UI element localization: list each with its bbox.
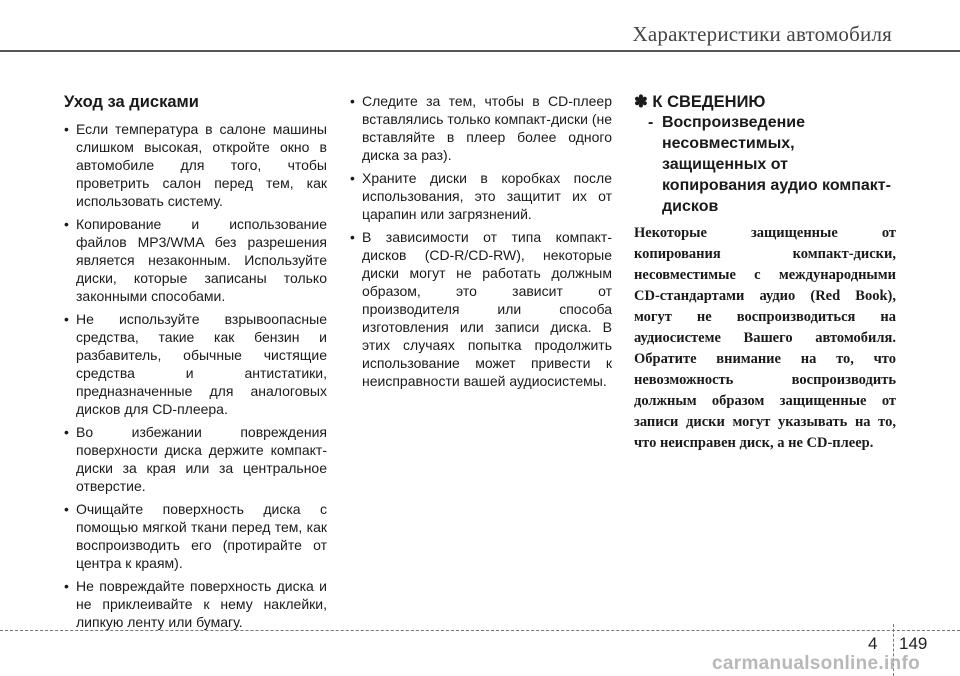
list-item: • Следите за тем, чтобы в CD-плеер вставлялись только компакт-диски (не вставляйте в плеер более одного диска за раз).	[350, 92, 612, 164]
notice-title: ✽ К СВЕДЕНИЮ	[634, 93, 766, 111]
dash-marker: -	[648, 114, 654, 131]
list-item: • Копирование и использование файлов MP3/WMA без разрешения является незаконным. Используйте диски, которые записаны только законными способами.	[64, 215, 327, 305]
column-notice	[634, 92, 896, 454]
notice-subtitle-text: Воспроизведение несовместимых, защищенных от копирования аудио компакт-дисков	[662, 114, 891, 215]
list-item: • В зависимости от типа компакт-дисков (CD-R/CD-RW), некоторые диски могут не работать должным образом, это зависит от производителя или способа изготовления или записи диска. В этих случаях попытка продолжить использование может привести к неисправности вашей аудиосистемы.	[350, 228, 612, 390]
footer-divider	[0, 630, 960, 631]
list-item: • Во избежании повреждения поверхности диска держите компакт-диски за края или за центральное отверстие.	[64, 423, 327, 495]
disc-care-list	[64, 120, 327, 631]
list-item: • Не повреждайте поверхность диска и не приклеивайте к нему наклейки, липкую ленту или бумагу.	[64, 577, 327, 631]
list-item: • Храните диски в коробках после использования, это защитит их от царапин или загрязнений.	[350, 169, 612, 223]
column-disc-care	[64, 92, 327, 636]
chapter-number: 4	[868, 634, 878, 653]
page-header-title: Характеристики автомобиля	[632, 22, 892, 46]
notice-body: Некоторые защищенные от копирования компакт-диски, несовместимые с международными CD-стандартами аудио (Red Book), могут не воспроизводиться на аудиосистеме Вашего автомобиля. Обратите внимание на то, что невозможность воспроизводить должным образом защищенные от записи диски могут указывать на то, что неисправен диск, а не CD-плеер.	[634, 225, 896, 451]
watermark: carmanualsonline.info	[712, 653, 920, 674]
list-item: • Не используйте взрывоопасные средства, такие как бензин и разбавитель, обычные чистящие средства и антистатики, предназначенные для аналоговых дисков для CD-плеера.	[64, 310, 327, 418]
disc-care-list-continued	[350, 92, 612, 390]
notice-subtitle	[634, 112, 896, 217]
header-divider	[0, 50, 960, 52]
list-item: • Если температура в салоне машины слишком высокая, откройте окно в автомобиле для того, чтобы проветрить салон перед тем, как использовать систему.	[64, 120, 327, 210]
column-disc-care-continued	[350, 92, 612, 395]
section-title: Уход за дисками	[64, 93, 199, 111]
list-item: • Очищайте поверхность диска с помощью мягкой ткани перед тем, как воспроизводить его (протирайте от центра к краям).	[64, 500, 327, 572]
page-number: 149	[899, 634, 928, 653]
